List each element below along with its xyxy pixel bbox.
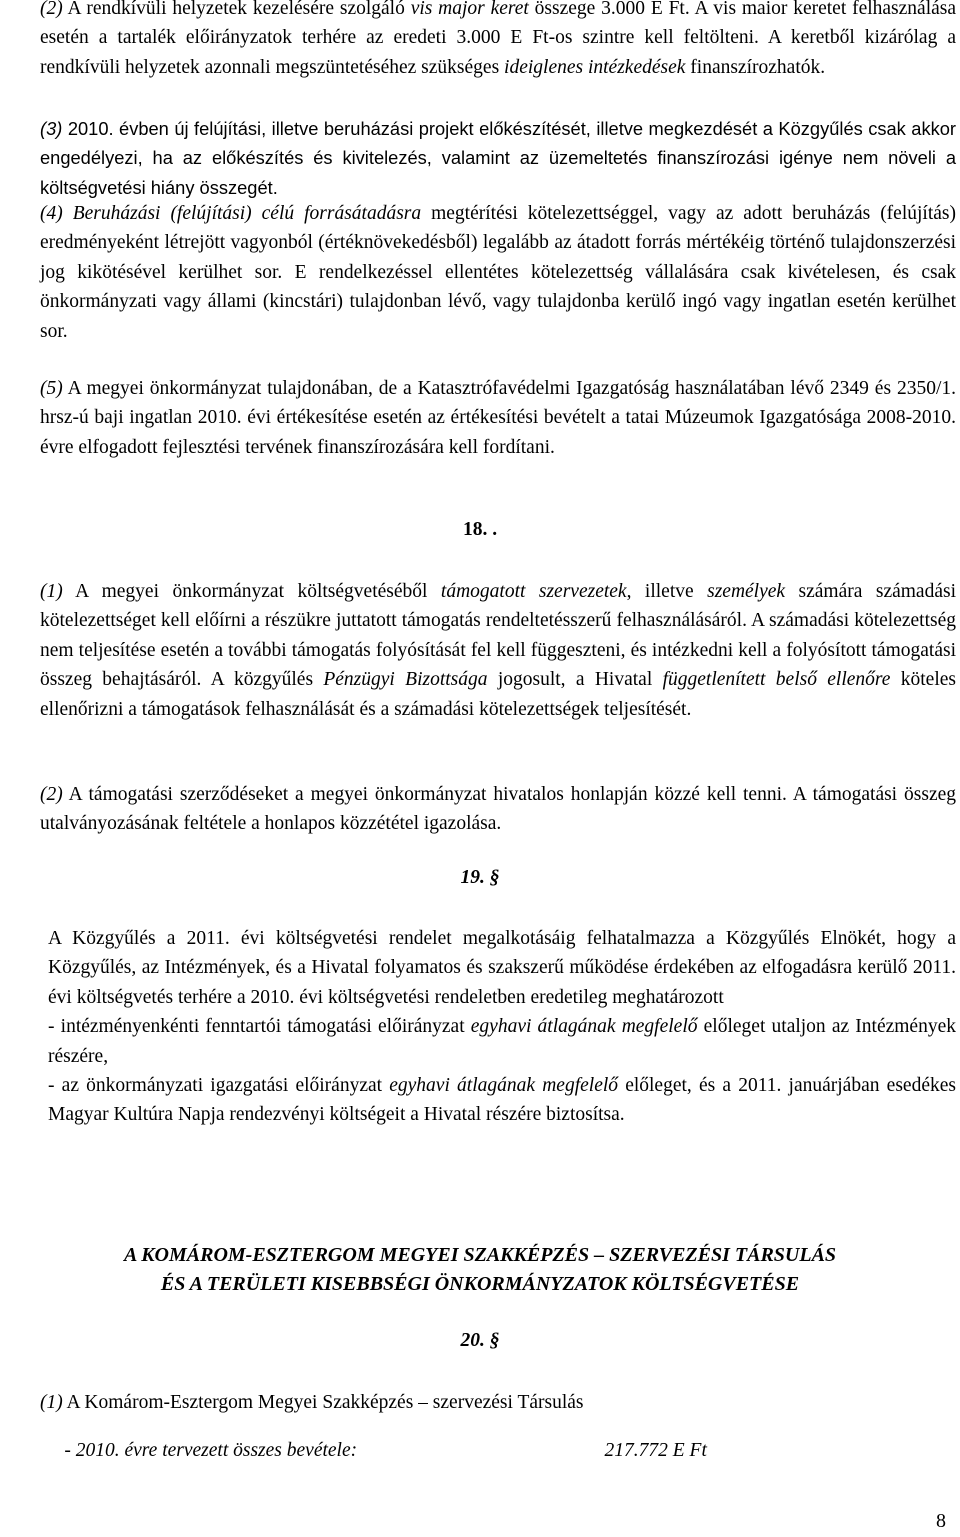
italic-term: személyek (707, 581, 786, 602)
section-heading-20: 20. § (460, 1330, 500, 1351)
paragraph-2 (40, 0, 956, 82)
page-number: 8 (936, 1510, 946, 1532)
paragraph-number: (5) (40, 378, 63, 399)
text-run: A megyei önkormányzat költségvetéséből (62, 581, 441, 602)
text-run: megtérítési kötelezettséggel, vagy az adott beruházás (felújítás) eredményeként létrejött vagyonból (értéknövekedésből) legalább az átadott forrás mértékéig történő tulajdonszerzési jog kikötésével kerülhet sor. E rendelkezéssel ellentétes kötelezettség vállalására csak kivételesen, és csak önkormányzati vagy állami (kincstári) tulajdonban lévő, vagy tulajdonba kerülő ingó vagy ingatlan esetén kerülhet sor. (40, 203, 956, 342)
text-run: összege 3.000 E Ft. A vis maior keretet felhasználása esetén a tartalék előirányzatok terhére az eredeti 3.000 E Ft-os szintre kell feltölteni. A keretből kizárólag a rendkívüli helyzetek azonnali megszüntetéséhez szükséges (40, 0, 957, 78)
paragraph-number: (4) (40, 203, 63, 224)
text-run: , illetve (626, 581, 708, 602)
text-run: - az önkormányzati igazgatási előirányzat (48, 1075, 390, 1097)
paragraph-number: (3) (40, 118, 63, 139)
italic-term: egyhavi átlagának megfelelő (470, 1016, 698, 1038)
text-run: - intézményenkénti fenntartói támogatási előirányzat (48, 1016, 471, 1038)
chapter-title-line-1: A KOMÁROM-ESZTERGOM MEGYEI SZAKKÉPZÉS – SZERVEZÉSI TÁRSULÁS (123, 1244, 837, 1266)
text-run: A Közgyűlés a 2011. évi költségvetési rendelet megalkotásáig felhatalmazza a Közgyűlés Elnökét, hogy a Közgyűlés, az Intézmények, és a Hivatal folyamatos és szakszerű működése érdekében az elfogadásra kerülő 2011. évi költségvetés terhére a 2010. évi költségvetési rendeletben eredetileg meghatározott (48, 928, 956, 1008)
italic-term: függetlenített belső ellenőre (662, 669, 891, 691)
paragraph-number: (2) (40, 0, 63, 19)
text-run: jogosult, a Hivatal (487, 669, 663, 691)
chapter-title-line-2: ÉS A TERÜLETI KISEBBSÉGI ÖNKORMÁNYZATOK KÖLTSÉGVETÉSE (160, 1273, 800, 1295)
italic-term: ideiglenes intézkedések (504, 56, 686, 78)
revenue-row (40, 1418, 357, 1484)
text-run: 2010. évben új felújítási, illetve beruházási projekt előkészítését, illetve megkezdését a Közgyűlés csak akkor engedélyezi, ha az előkészítés és kivitelezés, valamint az üzemeltetés finanszírozási igénye nem növeli a költségvetési hiány összegét. (40, 118, 956, 198)
paragraph-number: (1) (40, 581, 63, 602)
paragraph-5 (40, 374, 956, 462)
italic-term: egyhavi átlagának megfelelő (389, 1075, 619, 1097)
section-19-body (48, 924, 956, 1130)
text-run: finanszírozhatók. (685, 56, 826, 78)
revenue-label: - 2010. évre tervezett összes bevétele: (59, 1440, 358, 1461)
text-run: A Komárom-Esztergom Megyei Szakképzés – szervezési Társulás (62, 1392, 584, 1413)
text-run: A támogatási szerződéseket a megyei önkormányzat hivatalos honlapján közzé kell tenni. A támogatási összeg utalványozásának feltétele a honlapos közzététel igazolása. (40, 784, 956, 835)
paragraph-number: (1) (40, 1392, 63, 1413)
italic-term: vis major keret (410, 0, 529, 19)
paragraph-number: (2) (40, 784, 63, 805)
italic-term: Pénzügyi Bizottsága (323, 669, 488, 691)
italic-term: Beruházási (felújítási) célú forrásátadásra (62, 203, 422, 224)
text-run: előleget utaljon az Intézmények részére, (48, 1016, 956, 1067)
section-20-paragraph-1 (40, 1388, 956, 1417)
text-run: előleget, és a 2011. januárjában esedékes Magyar Kultúra Napja rendezvényi költségeit a Hivatal részére biztosítsa. (48, 1075, 956, 1126)
revenue-value-row (585, 1418, 707, 1484)
section-heading-18: 18. . (462, 519, 498, 540)
italic-term: támogatott szervezetek (440, 581, 627, 602)
chapter-title (0, 1241, 960, 1299)
text-run: számára számadási kötelezettséget kell előírni a részükre juttatott támogatás rendeltetésszerű felhasználásáról. A számadási kötelezettség nem teljesítése esetén a további támogatás folyósítását fel kell függeszteni, és intézkedni kell a folyósított támogatási összeg behajtásáról. A közgyűlés (40, 581, 956, 691)
section-heading-19: 19. § (460, 867, 500, 888)
paragraph-4 (40, 199, 956, 346)
section-18-paragraph-2 (40, 780, 956, 839)
paragraph-3 (40, 114, 956, 202)
text-run: A rendkívüli helyzetek kezelésére szolgáló (67, 0, 411, 19)
section-18-paragraph-1 (40, 577, 956, 724)
text-run: A megyei önkormányzat tulajdonában, de a Katasztrófavédelmi Igazgatóság használatában lévő 2349 és 2350/1. hrsz-ú baji ingatlan 2010. évi értékesítése esetén az értékesítési bevételt a tatai Múzeumok Igazgatósága 2008-2010. évre elfogadott fejlesztési tervének finanszírozására kell fordítani. (40, 378, 956, 458)
revenue-value: 217.772 E Ft (604, 1440, 707, 1461)
text-run: köteles ellenőrizni a támogatások felhasználását és a számadási kötelezettségek teljesítését. (40, 669, 956, 720)
